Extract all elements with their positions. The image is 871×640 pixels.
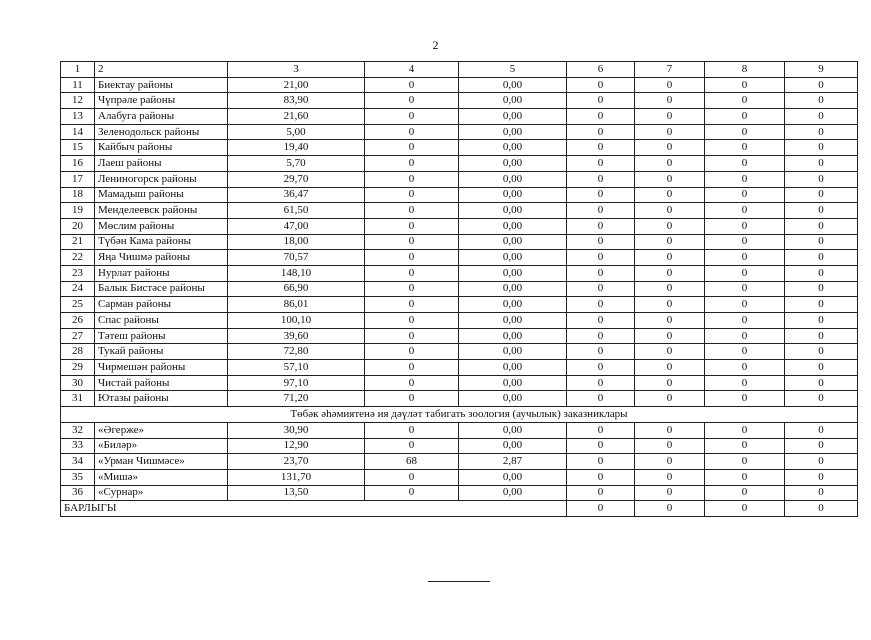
table-row [61, 344, 858, 360]
table-cell: 0 [705, 156, 785, 172]
table-cell: 0 [567, 218, 635, 234]
table-cell: 0 [705, 297, 785, 313]
table-cell: 0 [785, 171, 858, 187]
table-cell: 0 [635, 281, 705, 297]
table-cell: 0 [567, 234, 635, 250]
table-cell: 0 [567, 360, 635, 376]
district-name-cell: Балык Бистәсе районы [95, 281, 228, 297]
table-cell: 0 [567, 187, 635, 203]
table-cell: 0 [567, 438, 635, 454]
table-row [61, 109, 858, 125]
table-cell: 0 [705, 281, 785, 297]
table-cell: 0 [705, 187, 785, 203]
table-cell: 0,00 [459, 124, 567, 140]
table-cell: 0 [705, 218, 785, 234]
district-name-cell: Тукай районы [95, 344, 228, 360]
table-cell: 21,00 [228, 77, 365, 93]
table-cell: 4 [365, 62, 459, 78]
table-cell: 0,00 [459, 203, 567, 219]
table-cell: 0 [365, 313, 459, 329]
table-cell: 0 [365, 485, 459, 501]
page-number: 2 [432, 38, 439, 52]
table-cell: 36,47 [228, 187, 365, 203]
district-name-cell: Лаеш районы [95, 156, 228, 172]
table-row [61, 250, 858, 266]
table-cell: 5,70 [228, 156, 365, 172]
table-cell: 0,00 [459, 109, 567, 125]
table-cell: 33 [61, 438, 95, 454]
table-cell: 0 [635, 250, 705, 266]
table-cell: 25 [61, 297, 95, 313]
table-cell: 0 [705, 250, 785, 266]
total-value: 0 [635, 501, 705, 517]
district-name-cell: Чүпрәле районы [95, 93, 228, 109]
table-cell: 0 [705, 454, 785, 470]
table-cell: 0 [567, 156, 635, 172]
table-cell: 28 [61, 344, 95, 360]
table-cell: 13,50 [228, 485, 365, 501]
table-cell: 0 [785, 297, 858, 313]
table-cell: 0 [365, 124, 459, 140]
district-name-cell: Сарман районы [95, 297, 228, 313]
section-title: Төбәк әһәмиятенә ия дәүләт табигать зоология (аучылык) заказниклары [61, 407, 858, 423]
table-cell: 0 [365, 375, 459, 391]
table-cell: 0 [567, 297, 635, 313]
table-cell: 35 [61, 469, 95, 485]
table-cell: 0 [705, 360, 785, 376]
table-cell: 0 [635, 171, 705, 187]
table-cell: 21,60 [228, 109, 365, 125]
table-cell: 0 [705, 234, 785, 250]
table-cell: 0,00 [459, 344, 567, 360]
table-row [61, 124, 858, 140]
district-name-cell: «Мишә» [95, 469, 228, 485]
table-cell: 22 [61, 250, 95, 266]
table-cell: 0 [365, 391, 459, 407]
table-cell: 0 [567, 313, 635, 329]
table-cell: 30,90 [228, 422, 365, 438]
table-cell: 1 [61, 62, 95, 78]
table-cell: 0 [785, 250, 858, 266]
table-cell: 0 [785, 281, 858, 297]
district-name-cell: «Сурнар» [95, 485, 228, 501]
table-cell: 0 [785, 234, 858, 250]
table-cell: 0 [785, 265, 858, 281]
table-cell: 0 [365, 203, 459, 219]
table-cell: 0 [365, 187, 459, 203]
district-name-cell: 2 [95, 62, 228, 78]
table-cell: 0 [705, 124, 785, 140]
table-cell: 0 [785, 485, 858, 501]
table-cell: 0 [785, 77, 858, 93]
table-cell: 5 [459, 62, 567, 78]
table-cell: 0 [785, 438, 858, 454]
table-cell: 17 [61, 171, 95, 187]
table-row [61, 234, 858, 250]
table-cell: 0 [785, 156, 858, 172]
table-cell: 0 [705, 171, 785, 187]
table-cell: 0,00 [459, 77, 567, 93]
district-name-cell: Мамадыш районы [95, 187, 228, 203]
table-row [61, 485, 858, 501]
table-cell: 0,00 [459, 218, 567, 234]
table-cell: 0 [567, 77, 635, 93]
header-row [61, 62, 858, 78]
table-cell: 0 [705, 203, 785, 219]
table-cell: 0 [635, 124, 705, 140]
table-cell: 0 [785, 469, 858, 485]
table-cell: 0 [635, 422, 705, 438]
table-row [61, 140, 858, 156]
table-cell: 0 [635, 391, 705, 407]
table-cell: 21 [61, 234, 95, 250]
table-cell: 0 [365, 77, 459, 93]
table-cell: 0 [705, 422, 785, 438]
table-cell: 0,00 [459, 250, 567, 266]
table-cell: 19,40 [228, 140, 365, 156]
table-row [61, 171, 858, 187]
district-name-cell: Мөслим районы [95, 218, 228, 234]
table-cell: 0,00 [459, 391, 567, 407]
table-cell: 32 [61, 422, 95, 438]
district-name-cell: Тәтеш районы [95, 328, 228, 344]
table-cell: 0 [635, 469, 705, 485]
table-cell: 72,80 [228, 344, 365, 360]
table-cell: 2,87 [459, 454, 567, 470]
table-cell: 9 [785, 62, 858, 78]
table-cell: 0 [567, 328, 635, 344]
table-cell: 0 [785, 203, 858, 219]
table-cell: 0 [365, 281, 459, 297]
table-cell: 0 [567, 485, 635, 501]
district-name-cell: «Урман Чишмәсе» [95, 454, 228, 470]
table-cell: 0 [635, 297, 705, 313]
table-cell: 47,00 [228, 218, 365, 234]
district-name-cell: Чистай районы [95, 375, 228, 391]
table-cell: 19 [61, 203, 95, 219]
table-cell: 27 [61, 328, 95, 344]
table-cell: 0 [785, 313, 858, 329]
table-cell: 0 [365, 171, 459, 187]
table-row [61, 77, 858, 93]
table-cell: 0 [635, 344, 705, 360]
table-cell: 0,00 [459, 171, 567, 187]
table-cell: 0 [365, 234, 459, 250]
table-cell: 0 [635, 375, 705, 391]
table-cell: 0 [567, 171, 635, 187]
table-cell: 39,60 [228, 328, 365, 344]
table-cell: 0 [785, 93, 858, 109]
table-cell: 13 [61, 109, 95, 125]
table-cell: 18 [61, 187, 95, 203]
table-row [61, 313, 858, 329]
table-cell: 0,00 [459, 93, 567, 109]
table-cell: 23 [61, 265, 95, 281]
district-name-cell: Биектау районы [95, 77, 228, 93]
table-row [61, 438, 858, 454]
table-cell: 0,00 [459, 360, 567, 376]
table-cell: 0 [635, 93, 705, 109]
table-cell: 97,10 [228, 375, 365, 391]
table-cell: 0 [365, 422, 459, 438]
table-row [61, 265, 858, 281]
table-cell: 29,70 [228, 171, 365, 187]
table-cell: 0 [705, 375, 785, 391]
table-cell: 30 [61, 375, 95, 391]
district-name-cell: Түбән Кама районы [95, 234, 228, 250]
table-row [61, 218, 858, 234]
table-row [61, 422, 858, 438]
table-cell: 0 [567, 140, 635, 156]
table-cell: 34 [61, 454, 95, 470]
table-cell: 0 [635, 140, 705, 156]
district-name-cell: Нурлат районы [95, 265, 228, 281]
table-cell: 0 [567, 375, 635, 391]
table-cell: 7 [635, 62, 705, 78]
table-cell: 0,00 [459, 156, 567, 172]
table-cell: 0 [365, 438, 459, 454]
table-cell: 11 [61, 77, 95, 93]
table-cell: 0,00 [459, 234, 567, 250]
table-cell: 23,70 [228, 454, 365, 470]
table-cell: 86,01 [228, 297, 365, 313]
table-cell: 0 [365, 250, 459, 266]
table-cell: 0 [635, 313, 705, 329]
table-cell: 0 [635, 109, 705, 125]
section-row [61, 407, 858, 423]
table-cell: 0 [365, 140, 459, 156]
table-row [61, 297, 858, 313]
table-cell: 0 [365, 109, 459, 125]
table-cell: 0 [705, 109, 785, 125]
table-cell: 0 [567, 281, 635, 297]
table-row [61, 454, 858, 470]
table-cell: 0 [567, 250, 635, 266]
table-body [61, 62, 858, 517]
table-cell: 0 [785, 124, 858, 140]
table-cell: 0 [785, 375, 858, 391]
table-cell: 0 [567, 109, 635, 125]
table-cell: 0 [365, 297, 459, 313]
table-cell: 0 [365, 360, 459, 376]
table-cell: 0 [365, 93, 459, 109]
table-cell: 0 [635, 156, 705, 172]
district-name-cell: Зеленодольск районы [95, 124, 228, 140]
table-cell: 0 [705, 469, 785, 485]
table-cell: 0 [705, 265, 785, 281]
table-cell: 71,20 [228, 391, 365, 407]
district-name-cell: Менделеевск районы [95, 203, 228, 219]
table-cell: 148,10 [228, 265, 365, 281]
table-cell: 0,00 [459, 438, 567, 454]
table-row [61, 187, 858, 203]
district-name-cell: Яңа Чишмә районы [95, 250, 228, 266]
total-value: 0 [567, 501, 635, 517]
table-row [61, 281, 858, 297]
table-cell: 0 [785, 422, 858, 438]
table-cell: 0 [705, 313, 785, 329]
table-row [61, 203, 858, 219]
table-cell: 0,00 [459, 297, 567, 313]
district-name-cell: «Әгерже» [95, 422, 228, 438]
table-cell: 0 [785, 344, 858, 360]
table-cell: 0 [567, 124, 635, 140]
table-cell: 14 [61, 124, 95, 140]
table-cell: 36 [61, 485, 95, 501]
table-cell: 0 [365, 218, 459, 234]
total-value: 0 [705, 501, 785, 517]
table-cell: 100,10 [228, 313, 365, 329]
table-cell: 0 [365, 156, 459, 172]
table-cell: 0,00 [459, 281, 567, 297]
table-cell: 0 [567, 265, 635, 281]
table-cell: 3 [228, 62, 365, 78]
table-cell: 0 [785, 187, 858, 203]
table-cell: 0 [567, 454, 635, 470]
table-cell: 0 [705, 438, 785, 454]
district-name-cell: Спас районы [95, 313, 228, 329]
table-cell: 0,00 [459, 422, 567, 438]
table-cell: 0,00 [459, 265, 567, 281]
table-cell: 31 [61, 391, 95, 407]
table-cell: 16 [61, 156, 95, 172]
table-cell: 66,90 [228, 281, 365, 297]
table-cell: 0 [705, 93, 785, 109]
table-cell: 61,50 [228, 203, 365, 219]
table-row [61, 93, 858, 109]
table-cell: 0 [635, 265, 705, 281]
table-cell: 26 [61, 313, 95, 329]
table-cell: 12,90 [228, 438, 365, 454]
table-cell: 5,00 [228, 124, 365, 140]
table-cell: 0 [635, 485, 705, 501]
table-cell: 0 [705, 485, 785, 501]
district-name-cell: «Биләр» [95, 438, 228, 454]
table-cell: 0,00 [459, 313, 567, 329]
table-row [61, 469, 858, 485]
table-row [61, 328, 858, 344]
table-row [61, 375, 858, 391]
table-cell: 0 [785, 109, 858, 125]
table-row [61, 360, 858, 376]
total-label: БАРЛЫГЫ [61, 501, 567, 517]
table-cell: 0 [705, 328, 785, 344]
footer-rule [428, 581, 490, 582]
table-cell: 83,90 [228, 93, 365, 109]
table-cell: 0 [785, 218, 858, 234]
table-cell: 20 [61, 218, 95, 234]
table-cell: 0,00 [459, 328, 567, 344]
table-cell: 0 [705, 77, 785, 93]
district-name-cell: Чирмешән районы [95, 360, 228, 376]
data-table [60, 61, 858, 517]
table-cell: 0 [785, 391, 858, 407]
table-cell: 24 [61, 281, 95, 297]
table-cell: 0 [635, 438, 705, 454]
table-cell: 57,10 [228, 360, 365, 376]
table-cell: 0 [705, 140, 785, 156]
table-cell: 0 [567, 203, 635, 219]
district-name-cell: Алабуга районы [95, 109, 228, 125]
district-name-cell: Кайбыч районы [95, 140, 228, 156]
total-row [61, 501, 858, 517]
table-cell: 0 [785, 140, 858, 156]
table-cell: 0 [635, 77, 705, 93]
table-cell: 0 [365, 469, 459, 485]
table-cell: 0,00 [459, 140, 567, 156]
table-cell: 0 [785, 360, 858, 376]
table-cell: 0 [365, 328, 459, 344]
table-cell: 0 [705, 344, 785, 360]
table-row [61, 156, 858, 172]
table-cell: 6 [567, 62, 635, 78]
total-value: 0 [785, 501, 858, 517]
table-cell: 131,70 [228, 469, 365, 485]
table-cell: 0,00 [459, 485, 567, 501]
district-name-cell: Лениногорск районы [95, 171, 228, 187]
table-cell: 0 [635, 454, 705, 470]
table-cell: 0 [365, 344, 459, 360]
table-cell: 15 [61, 140, 95, 156]
table-cell: 0 [567, 469, 635, 485]
table-cell: 0 [785, 328, 858, 344]
table-cell: 0 [635, 234, 705, 250]
table-cell: 29 [61, 360, 95, 376]
table-cell: 0 [635, 218, 705, 234]
table-cell: 0 [567, 93, 635, 109]
table-cell: 0 [567, 391, 635, 407]
district-name-cell: Ютазы районы [95, 391, 228, 407]
table-cell: 0 [567, 422, 635, 438]
table-cell: 0 [365, 265, 459, 281]
table-cell: 18,00 [228, 234, 365, 250]
table-cell: 0 [567, 344, 635, 360]
table-row [61, 391, 858, 407]
table-cell: 0,00 [459, 375, 567, 391]
table-cell: 0,00 [459, 187, 567, 203]
table-cell: 0 [635, 187, 705, 203]
table-cell: 12 [61, 93, 95, 109]
table-cell: 0 [635, 203, 705, 219]
table-cell: 0 [705, 391, 785, 407]
table-cell: 0 [635, 360, 705, 376]
table-cell: 70,57 [228, 250, 365, 266]
table-cell: 0,00 [459, 469, 567, 485]
table-cell: 0 [785, 454, 858, 470]
table-cell: 68 [365, 454, 459, 470]
table-cell: 8 [705, 62, 785, 78]
table-cell: 0 [635, 328, 705, 344]
